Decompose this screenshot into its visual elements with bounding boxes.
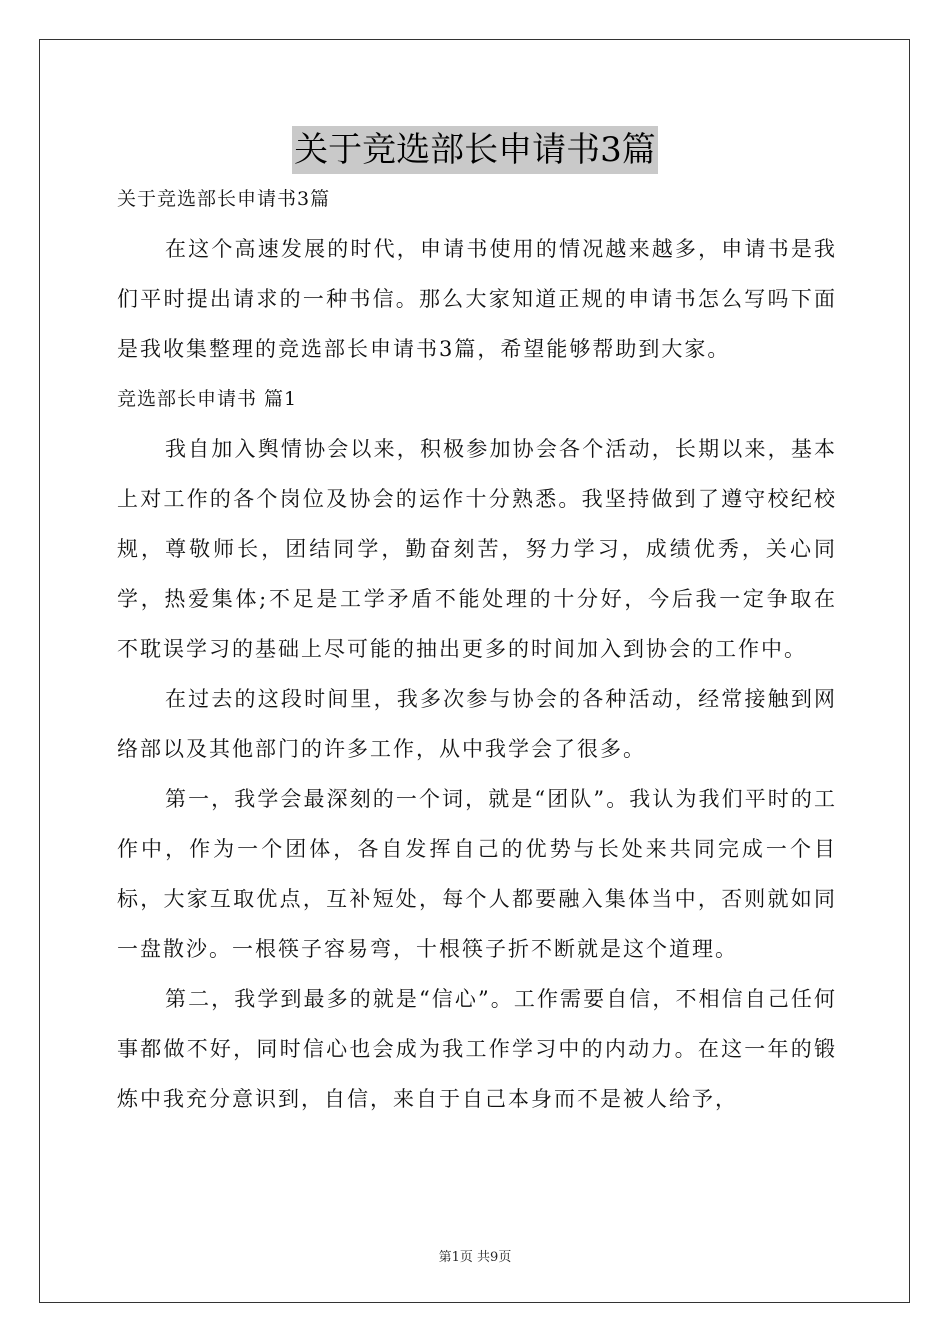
section-heading: 竞选部长申请书 篇1 — [117, 388, 298, 410]
page-footer: 第1页 共9页 — [438, 1250, 512, 1265]
body-paragraph-4: 第二，我学到最多的就是“信心”。工作需要自信，不相信自己任何事都做不好，同时信心也会成为我工作学习中的内动力。在这一年的锻炼中我充分意识到，自信，来自于自己本身而不是被人给予， — [117, 987, 837, 1111]
document-subtitle: 关于竞选部长申请书3篇 — [117, 188, 331, 210]
body-paragraph-3: 第一，我学会最深刻的一个词，就是“团队”。我认为我们平时的工作中，作为一个团体，各自发挥自己的优势与长处来共同完成一个目标，大家互取优点，互补短处，每个人都要融入集体当中，否则就如同一盘散沙。一根筷子容易弯，十根筷子折不断就是这个道理。 — [117, 787, 837, 961]
title-wrap — [0, 126, 950, 174]
body-paragraph-2: 在过去的这段时间里，我多次参与协会的各种活动，经常接触到网络部以及其他部门的许多工作，从中我学会了很多。 — [117, 687, 837, 761]
document-title: 关于竞选部长申请书3篇 — [292, 126, 658, 174]
intro-paragraph: 在这个高速发展的时代，申请书使用的情况越来越多，申请书是我们平时提出请求的一种书信。那么大家知道正规的申请书怎么写吗下面是我收集整理的竞选部长申请书3篇，希望能够帮助到大家。 — [117, 237, 837, 361]
body-paragraph-1: 我自加入舆情协会以来，积极参加协会各个活动，长期以来，基本上对工作的各个岗位及协会的运作十分熟悉。我坚持做到了遵守校纪校规，尊敬师长，团结同学，勤奋刻苦，努力学习，成绩优秀，关心同学，热爱集体;不足是工学矛盾不能处理的十分好，今后我一定争取在不耽误学习的基础上尽可能的抽出更多的时间加入到协会的工作中。 — [117, 437, 837, 661]
document-body — [117, 174, 837, 1124]
